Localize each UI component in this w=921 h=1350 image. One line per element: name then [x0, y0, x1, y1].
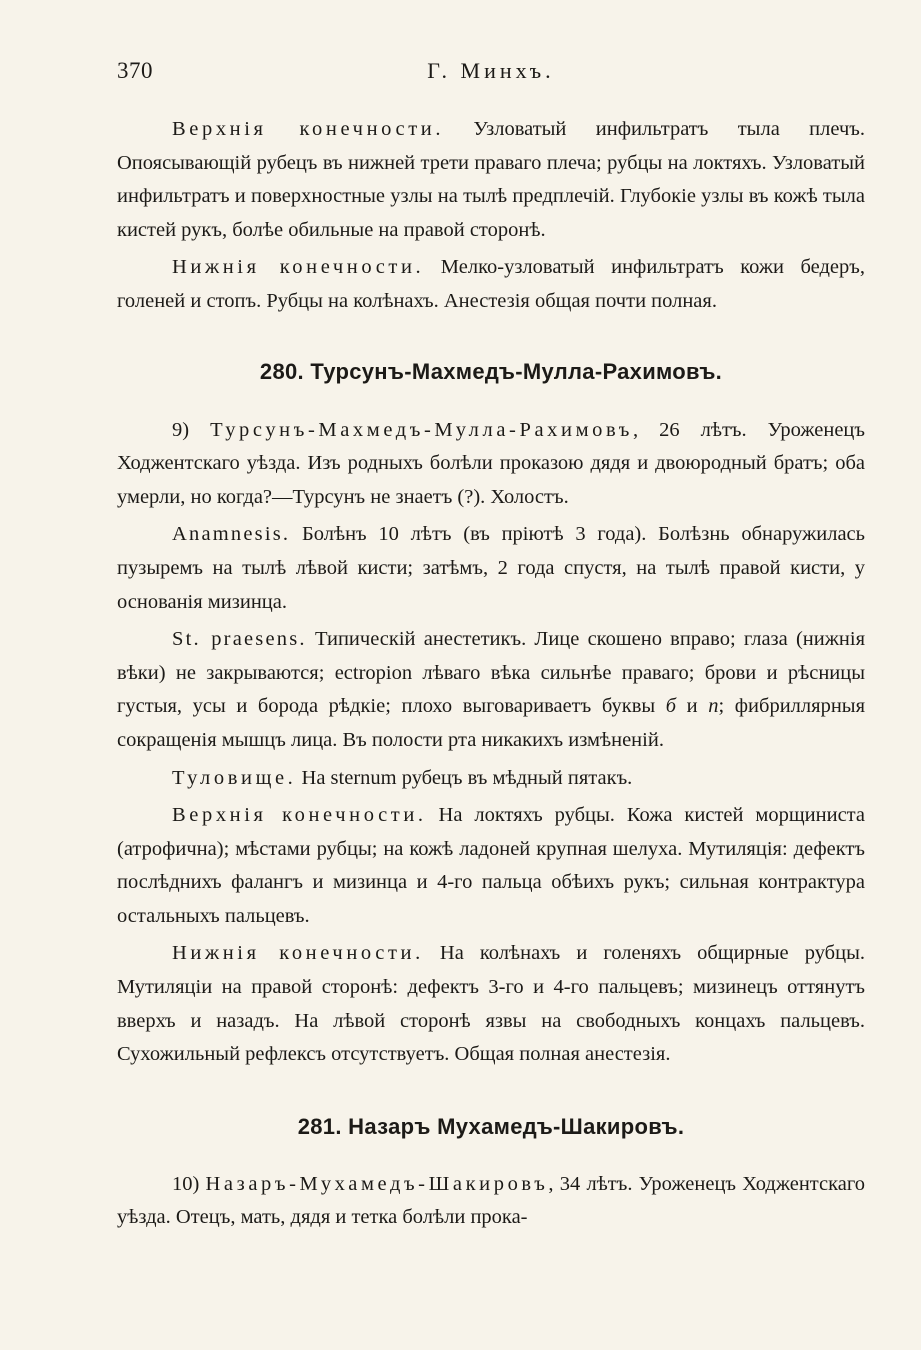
case-intro-paragraph-2	[117, 1168, 865, 1235]
upper-limbs-paragraph-2	[117, 799, 865, 933]
paragraph-text: На колѣнахъ и голеняхъ общирные рубцы. Мутиляціи на правой сторонѣ: дефектъ 3-го и 4-го пальцевъ; мизинецъ оттянутъ вверхъ и назадъ. На лѣвой сторонѣ язвы на свободныхъ концахъ пальцевъ. Сухожильный рефлексъ отсутствуетъ. Общая полная анестезія.	[117, 942, 865, 1066]
section-lead: Туловище.	[172, 766, 297, 789]
page-number: 370	[117, 58, 153, 83]
paragraph-text: ; фибриллярныя сокращенія мышцъ лица. Въ полости рта никакихъ измѣненій.	[117, 695, 865, 751]
section-lead: Верхнія конечности.	[172, 804, 427, 827]
section-lead: Нижнія конечности.	[172, 942, 424, 965]
section-lead: Верхнія конечности.	[172, 118, 445, 140]
italic-letter: б	[665, 695, 677, 718]
patient-name: Турсунъ-Махмедъ-Мулла-Рахимовъ	[210, 418, 633, 441]
case-heading-281: 281. Назаръ Мухамедъ-Шакировъ.	[297, 1113, 685, 1139]
case-heading-280: 280. Турсунъ-Махмедъ-Мулла-Рахимовъ.	[259, 358, 723, 384]
status-praesens-paragraph	[117, 623, 865, 757]
section-lead: Нижнія конечности.	[172, 256, 425, 279]
page-header	[117, 58, 865, 92]
italic-letter: п	[708, 695, 719, 718]
lower-limbs-paragraph-2	[117, 937, 865, 1071]
case-number: 10)	[172, 1172, 206, 1195]
section-lead: St. praesens.	[172, 628, 307, 651]
trunk-paragraph	[117, 762, 865, 796]
paragraph-text: Болѣнъ 10 лѣтъ (въ пріютѣ 3 года). Болѣзнь обнаружилась пузыремъ на тылѣ лѣвой кисти; затѣмъ, 2 года спустя, на тылѣ правой кисти, у основанія мизинца.	[117, 523, 865, 613]
paragraph-text: , 34 лѣтъ. Уроженецъ Ходжентскаго уѣзда. Отецъ, мать, дядя и тетка болѣли прока-	[117, 1172, 865, 1229]
running-title: Г. Минхъ.	[427, 58, 555, 83]
paragraph-text: и	[676, 695, 709, 718]
paragraph-text: , 26 лѣтъ. Уроженецъ Ходжентскаго уѣзда. Изъ родныхъ болѣли проказою дядя и двоюродный братъ; оба умерли, но когда?—Турсунъ не знаетъ (?). Холостъ.	[117, 418, 866, 508]
paragraph-text: На sternum рубецъ въ мѣдный пятакъ.	[296, 766, 633, 789]
patient-name: Назаръ-Мухамедъ-Шакировъ	[205, 1172, 549, 1195]
paragraph-text: Мелко-узловатый инфильтратъ кожи бедеръ, голеней и стопъ. Рубцы на колѣнахъ. Анестезія общая почти полная.	[117, 256, 865, 312]
anamnesis-paragraph	[117, 518, 865, 619]
case-intro-paragraph	[117, 414, 865, 515]
section-lead: Anamnesis.	[172, 523, 291, 546]
upper-limbs-paragraph	[117, 113, 865, 247]
page-body	[117, 113, 865, 1235]
paragraph-text: На локтяхъ рубцы. Кожа кистей морщиниста (атрофична); мѣстами рубцы; на кожѣ ладоней крупная шелуха. Мутиляція: дефектъ послѣднихъ фалангъ и мизинца и 4-го пальца обѣихъ рукъ; сильная контрактура остальныхъ пальцевъ.	[117, 804, 865, 927]
paragraph-text: Узловатый инфильтратъ тыла плечъ. Опоясывающій рубецъ въ нижней трети праваго плеча; рубцы на локтяхъ. Узловатый инфильтратъ и поверхностные узлы на тылѣ предплечій. Глубокіе узлы въ кожѣ тыла кистей рукъ, болѣе обильные на правой сторонѣ.	[117, 118, 865, 241]
lower-limbs-paragraph	[117, 251, 865, 318]
paragraph-text: Типическій анестетикъ. Лице скошено вправо; глаза (нижнія вѣки) не закрываются; ectropion лѣваго вѣка сильнѣе праваго; брови и рѣсницы густыя, усы и борода рѣдкіе; плохо выговариваетъ буквы	[117, 628, 865, 718]
case-number: 9)	[172, 418, 211, 441]
